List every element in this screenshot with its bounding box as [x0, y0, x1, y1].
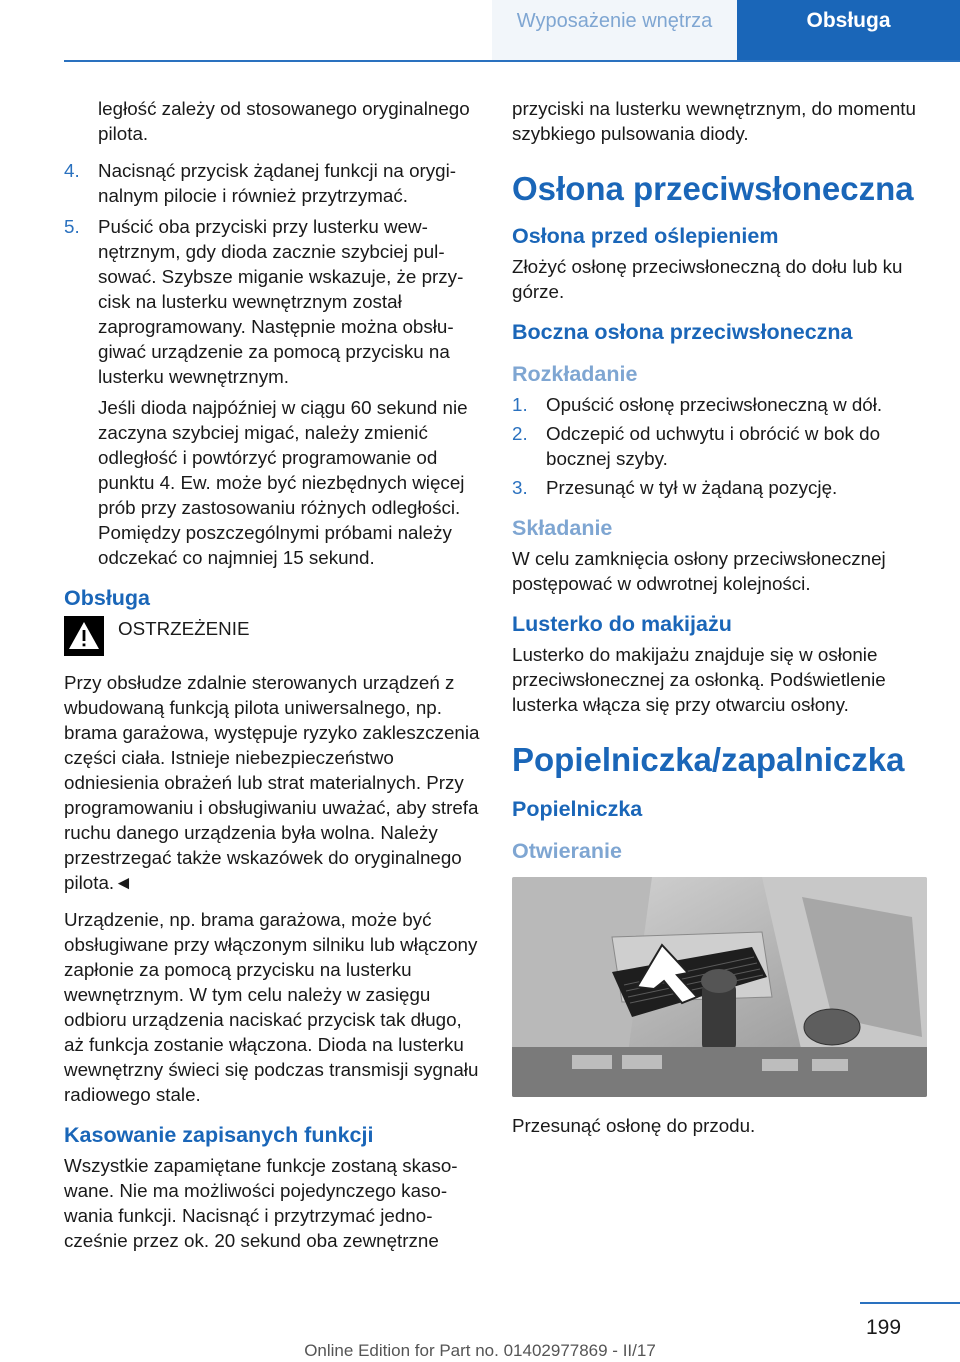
device-paragraph: Urządzenie, np. brama garażowa, może być obsługiwane przy włączonym silniku lub włączony zapłonie za pomocą przycisku na lusterku wewnętrznym. W tym celu należy w zasięgu odbioru urządzenia naciskać przycisk tak długo, aż funkcja zostanie włączona. Dioda na lusterku wewnętrzny świeci się podczas transmisji sygnału radiowego stale.	[64, 909, 479, 1105]
heading-popielniczka: Popielniczka	[512, 797, 643, 821]
page-number: 199	[866, 1316, 902, 1339]
page-header	[0, 0, 960, 62]
step-item	[512, 475, 932, 500]
header-section-label: Wyposażenie wnętrza	[492, 0, 737, 62]
skladanie-paragraph: W celu zamknięcia osłony przeciwsłonecznej postępować w odwrotnej kolejności.	[512, 548, 886, 594]
step-text: Opuścić osłonę przeciwsłoneczną w dół.	[546, 394, 883, 415]
right-column	[512, 96, 932, 1150]
step-number: 4.	[64, 160, 80, 181]
heading-boczna-oslona: Boczna osłona przeciwsłoneczna	[512, 320, 853, 344]
step-text: Przesunąć w tył w żądaną pozycję.	[546, 477, 838, 498]
warning-text: Przy obsłudze zdalnie sterowanych urządzeń z wbudowaną funkcją pilota uniwersalnego, np. brama garażowa, występuje ryzyko zakleszczenia części ciała. Istnieje niebezpieczeństwo odniesienia obrażeń lub strat materialnych. Przy programowaniu i obsługiwaniu uważać, aby strefa ruchu danego urządzenia była wolna. Należy przestrzegać także wskazówek do oryginalnego pilota.◄	[64, 672, 480, 893]
step-item	[64, 214, 480, 570]
rozkladanie-steps	[512, 392, 932, 500]
header-chapter-tab: Obsługa	[737, 0, 960, 62]
continued-paragraph: ległość zależy od stosowanego oryginalnego pilota.	[98, 98, 470, 144]
warning-title: OSTRZEŻENIE	[118, 618, 250, 639]
warning-icon	[64, 616, 104, 656]
heading-lusterko: Lusterko do makijażu	[512, 612, 732, 636]
ashtray-photo	[512, 877, 927, 1097]
step-number: 2.	[512, 423, 528, 444]
heading-popielniczka-zapalniczka: Popielniczka/zapalniczka	[512, 741, 905, 778]
step-item	[512, 392, 932, 417]
footer-rule	[860, 1302, 960, 1304]
step-text: Odczepić od uchwytu i obrócić w bok do bocznej szyby.	[546, 423, 881, 469]
heading-oslona-przeciwsloneczna: Osłona przeciwsłoneczna	[512, 170, 914, 207]
heading-oslepienie: Osłona przed oślepieniem	[512, 224, 779, 248]
edition-footer: Online Edition for Part no. 01402977869 - II/17	[304, 1341, 656, 1360]
step-text: Nacisnąć przycisk żądanej funkcji na oryginalnym pilocie i również przytrzymać.	[98, 160, 457, 206]
heading-skladanie: Składanie	[512, 516, 613, 540]
heading-kasowanie: Kasowanie zapisanych funkcji	[64, 1123, 374, 1147]
header-rule	[64, 60, 960, 62]
continued-paragraph-right: przyciski na lusterku wewnętrznym, do momentu szybkiego pulsowania diody.	[512, 98, 916, 144]
programming-steps	[64, 158, 480, 570]
step-number: 1.	[512, 394, 528, 415]
step-number: 5.	[64, 216, 80, 237]
lusterko-paragraph: Lusterko do makijażu znajduje się w osłonie przeciwsłonecznej za osłonką. Podświetlenie lusterka włącza się przy otwarciu osłony.	[512, 644, 886, 715]
step-item	[64, 158, 480, 208]
heading-otwieranie: Otwieranie	[512, 839, 622, 863]
heading-obsluga: Obsługa	[64, 586, 151, 610]
warning-box	[64, 616, 480, 676]
left-column	[64, 96, 480, 1265]
kasowanie-paragraph: Wszystkie zapamiętane funkcje zostaną skasowane. Nie ma możliwości pojedynczego kasowania funkcji. Nacisnąć i przytrzymać jednocześnie przez ok. 20 sekund oba zewnętrzne	[64, 1155, 458, 1251]
step-number: 3.	[512, 477, 528, 498]
photo-caption: Przesunąć osłonę do przodu.	[512, 1115, 756, 1136]
oslepienie-paragraph: Złożyć osłonę przeciwsłoneczną do dołu lub ku górze.	[512, 256, 903, 302]
center-console-illustration	[512, 877, 927, 1097]
step-text: Puścić oba przyciski przy lusterku wewnętrznym, gdy dioda zacznie szybciej pulsować. Szybsze miganie wskazuje, że przycisk na lusterku wewnętrznym został zaprogramowany. Następnie można obsługiwać urządzenie za pomocą przycisku na lusterku wewnętrznym.	[98, 216, 464, 387]
heading-rozkladanie: Rozkładanie	[512, 362, 638, 386]
step-item	[512, 421, 932, 471]
step-note: Jeśli dioda najpóźniej w ciągu 60 sekund nie zaczyna szybciej migać, należy zmienić odległość i powtórzyć programowanie od punktu 4. Ew. może być niezbędnych więcej prób przy zastosowaniu różnych odległości. Pomiędzy poszczególnymi próbami należy odczekać co najmniej 15 sekund.	[98, 397, 468, 568]
